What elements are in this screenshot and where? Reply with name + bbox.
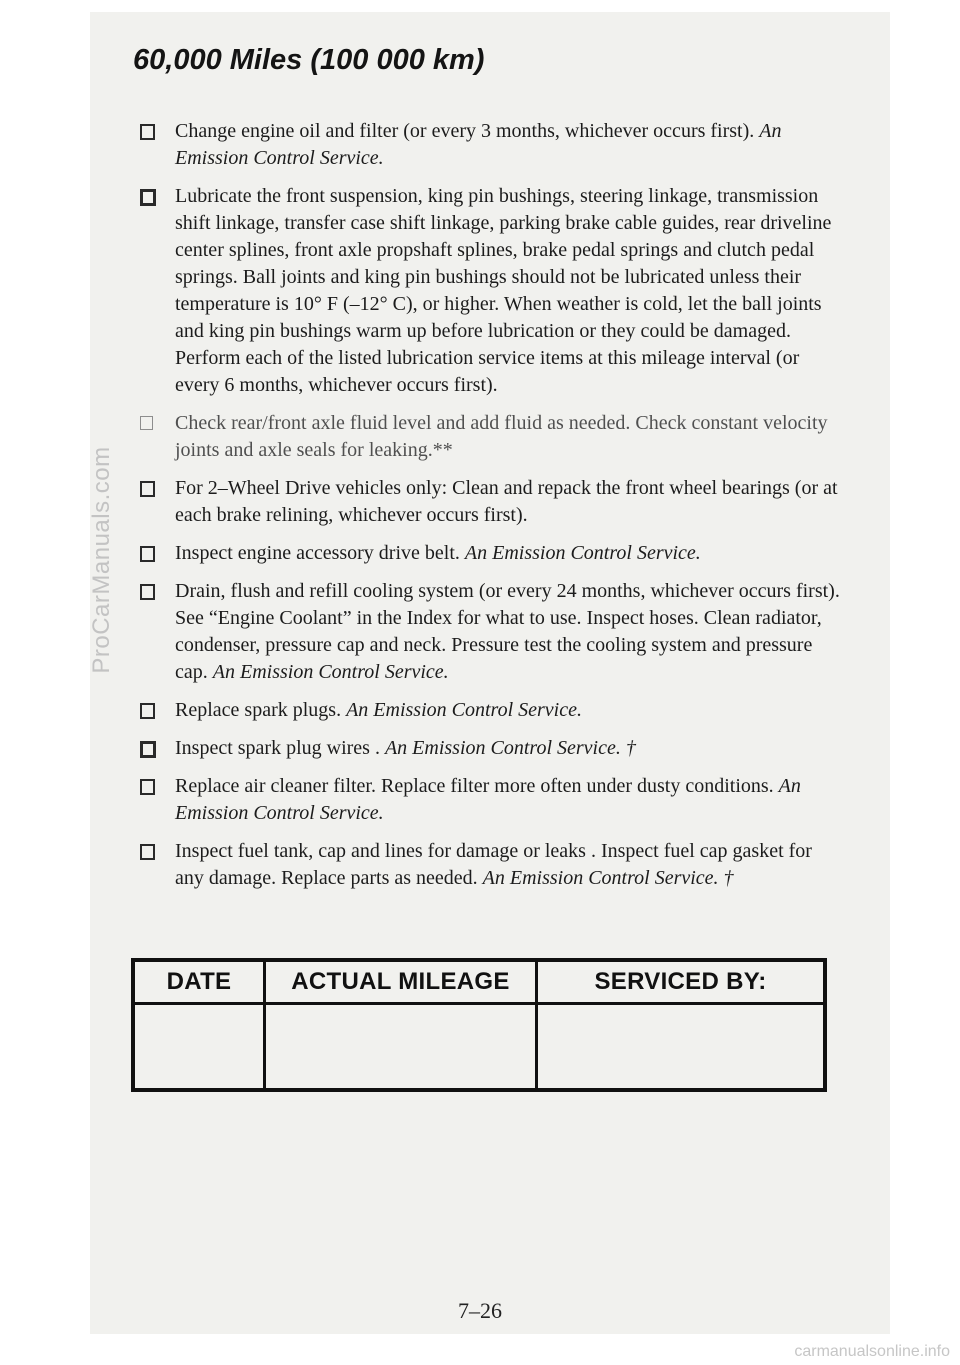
checklist-item <box>140 838 840 892</box>
checklist-item <box>140 118 840 172</box>
checklist-item <box>140 183 840 399</box>
item-text: Inspect fuel tank, cap and lines for damage or leaks . Inspect fuel cap gasket for any damage. Replace parts as needed. <box>175 840 812 889</box>
checkbox-icon[interactable] <box>140 584 155 600</box>
checkbox-icon[interactable] <box>140 741 156 758</box>
item-text: For 2–Wheel Drive vehicles only: Clean and repack the front wheel bearings (or at each brake relining, whichever occurs first). <box>175 477 838 526</box>
item-text: Inspect engine accessory drive belt. <box>175 542 465 564</box>
item-note: An Emission Control Service. <box>175 120 782 169</box>
item-text: Check rear/front axle fluid level and add fluid as needed. Check constant velocity joints and axle seals for leaking.** <box>175 412 828 461</box>
item-text: Change engine oil and filter (or every 3 months, whichever occurs first). <box>175 120 760 142</box>
date-column-header: DATE <box>135 962 266 1005</box>
item-note: An Emission Control Service. <box>175 775 801 824</box>
item-text: Replace air cleaner filter. Replace filter more often under dusty conditions. <box>175 775 779 797</box>
checkbox-icon[interactable] <box>140 481 155 497</box>
checkbox-icon[interactable] <box>140 416 153 430</box>
item-text: Lubricate the front suspension, king pin bushings, steering linkage, transmission shift linkage, transfer case shift linkage, parking brake cable guides, rear driveline center splines, front axle propshaft splines, brake pedal springs and clutch pedal springs. Ball joints and king pin bushings should not be lubricated unless their temperature is 10° F (–12° C), or higher. When weather is cold, let the ball joints and king pin bushings warm up before lubrication or they could be damaged. Perform each of the listed lubrication service items at this mileage interval (or every 6 months, whichever occurs first). <box>175 185 832 396</box>
checkbox-icon[interactable] <box>140 703 155 719</box>
checklist-item <box>140 475 840 529</box>
checklist-item <box>140 410 840 464</box>
item-text: Inspect spark plug wires . <box>175 737 385 759</box>
checklist-item <box>140 697 840 724</box>
service-checklist <box>140 118 840 892</box>
footer-brand-text: carmanualsonline.info <box>794 1343 950 1360</box>
checklist-item <box>140 735 840 762</box>
serviced-by-column-header: SERVICED BY: <box>538 962 823 1005</box>
item-note: An Emission Control Service. <box>212 661 449 683</box>
date-entry-cell[interactable] <box>135 1005 266 1088</box>
service-log-table <box>131 958 827 1092</box>
mileage-column-header: ACTUAL MILEAGE <box>266 962 538 1005</box>
item-text: Drain, flush and refill cooling system (or every 24 months, whichever occurs first). See “Engine Coolant” in the Index for what to use. Inspect hoses. Clean radiator, condenser, pressure cap and neck. Pressure test the cooling system and pressure cap. <box>175 580 840 683</box>
item-note: An Emission Control Service. <box>346 699 582 721</box>
checklist-item <box>140 773 840 827</box>
watermark-text: ProCarManuals.com <box>88 446 115 674</box>
item-text: Replace spark plugs. <box>175 699 347 721</box>
checklist-item <box>140 540 840 567</box>
checkbox-icon[interactable] <box>140 779 155 795</box>
checklist-item <box>140 578 840 686</box>
checkbox-icon[interactable] <box>140 189 156 206</box>
item-note: An Emission Control Service. † <box>482 867 734 889</box>
page-number: 7–26 <box>458 1298 502 1323</box>
checkbox-icon[interactable] <box>140 546 155 562</box>
item-note: An Emission Control Service. <box>464 542 701 564</box>
checkbox-icon[interactable] <box>140 124 155 140</box>
item-note: An Emission Control Service. † <box>384 737 636 759</box>
mileage-entry-cell[interactable] <box>266 1005 538 1088</box>
checkbox-icon[interactable] <box>140 844 155 860</box>
page-title: 60,000 Miles (100 000 km) <box>133 44 485 76</box>
serviced-by-entry-cell[interactable] <box>538 1005 823 1088</box>
